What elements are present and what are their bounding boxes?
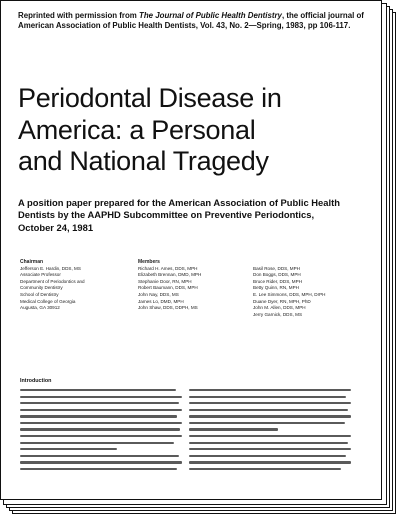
member-name: Richard H. Ames, DDS, MPH [138, 265, 198, 271]
reprint-suffix: , the official journal of American Association of Public Health Dentists, Vol. 43, No. 2—Spring, 1983, pp 106-117. [18, 11, 364, 31]
introduction-heading: Introduction [20, 378, 52, 384]
member-name: Jerry Garnick, DDS, MS [253, 311, 303, 317]
committee-line: Medical College of Georgia [20, 298, 76, 304]
reprint-prefix: Reprinted with permission from [18, 11, 140, 20]
committee-line: Jefferson E. Hardin, DDS, MS [20, 265, 81, 271]
subtitle-line: Dentists by the AAPHD Subcommittee on Preventive Periodontics, [18, 209, 315, 221]
member-name: Bruce Rider, DDS, MPH [253, 278, 303, 284]
member-name: Robert Baumann, DDS, MPH [138, 285, 198, 291]
title-line: and National Tragedy [18, 146, 269, 176]
member-name: John Shaw, DDS, DDPH, MS [138, 305, 198, 311]
body-text-left-column [20, 389, 182, 475]
committee-line: School of Dentistry [20, 291, 59, 297]
article-subtitle [18, 197, 378, 234]
member-name: Betty Quinn, RN, MPH [253, 285, 299, 291]
member-name: James Lo, DMD, MPH [138, 298, 184, 304]
reprint-notice [18, 11, 370, 32]
member-name: Duane Dyer, RN, MPH, PhD [253, 298, 311, 304]
chairman-column [20, 259, 120, 312]
member-name: Basil Rose, DDS, MPH [253, 265, 300, 271]
title-line: America: a Personal [18, 114, 256, 145]
member-name: John Nay, DDS, MS [138, 291, 179, 297]
body-text-right-column [189, 389, 351, 475]
subtitle-line: October 24, 1981 [18, 221, 94, 233]
subtitle-line: A position paper prepared for the American Association of Public Health [18, 197, 340, 208]
committee-line: Community Dentistry [20, 285, 63, 291]
members-column [253, 259, 363, 318]
committee-line: Department of Periodontics and [20, 278, 85, 284]
member-name: E. Lee Simmons, DDS, MPH, DrPH [253, 291, 326, 297]
article-title [18, 83, 378, 178]
chairman-heading: Chairman [20, 259, 44, 265]
committee-line: Associate Professor [20, 272, 61, 278]
committee-line: Augusta, GA 30912 [20, 305, 60, 311]
members-heading: Members [138, 259, 160, 265]
title-line: Periodontal Disease in [18, 83, 282, 113]
member-name: Stephanie Door, RN, MPH [138, 278, 192, 284]
member-name: Don Boggs, DDS, MPH [253, 272, 301, 278]
member-name: John M. Allen, DDS, MPH [253, 305, 306, 311]
members-column [138, 259, 238, 312]
journal-name: The Journal of Public Health Dentistry [139, 11, 282, 20]
member-name: Elizabeth Brennan, DMD, MPH [138, 272, 202, 278]
